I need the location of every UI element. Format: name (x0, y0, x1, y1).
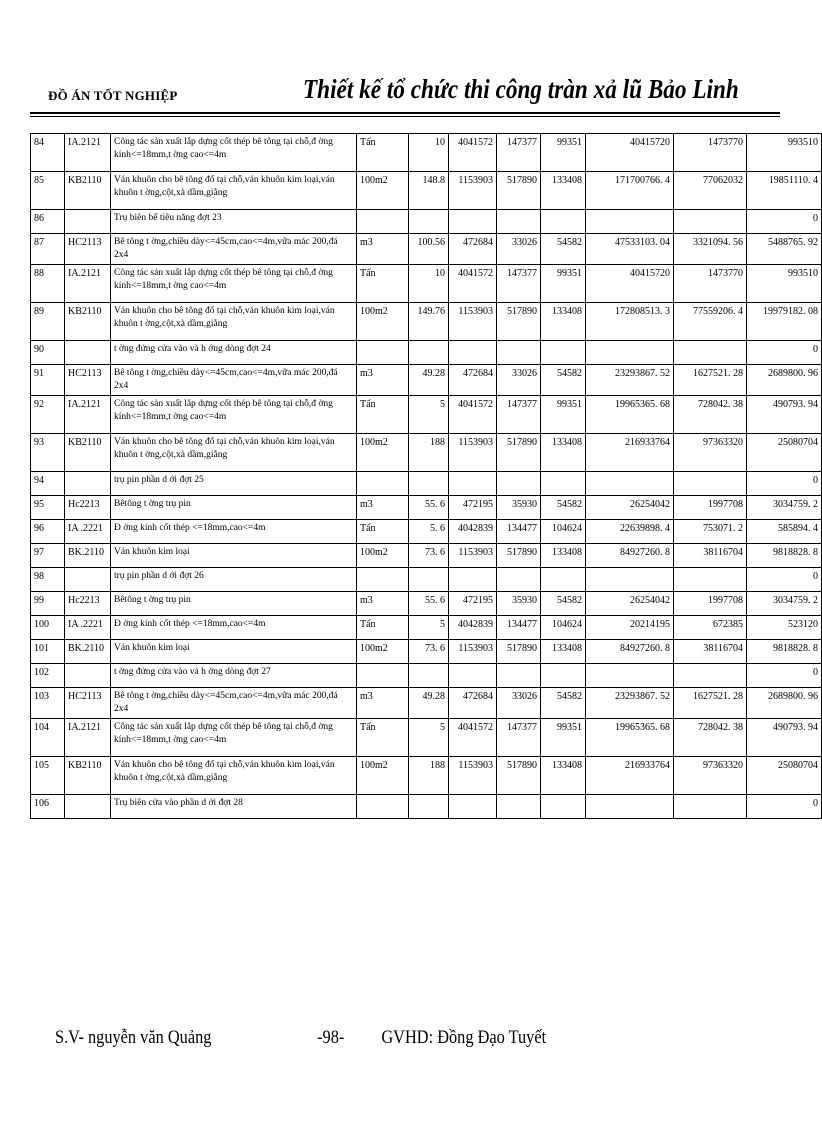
total-labor-cell (674, 795, 747, 819)
table-row (31, 396, 822, 434)
total-material-cell: 19965365. 68 (586, 719, 674, 757)
quantity-cell (409, 568, 449, 592)
total-material-cell: 171700766. 4 (586, 172, 674, 210)
work-description-cell: Công tác sản xuất lắp dựng cốt thép bê tông tại chỗ,đ ờng kính<=18mm,t ờng cao<=4m (111, 719, 357, 757)
table-row (31, 434, 822, 472)
quantity-cell (409, 341, 449, 365)
quantity-cell (409, 664, 449, 688)
header-rule-thin (30, 116, 780, 117)
unit-cell (357, 472, 409, 496)
page-footer (55, 1027, 546, 1049)
row-number-cell: 85 (31, 172, 65, 210)
total-material-cell (586, 341, 674, 365)
total-material-cell: 216933764 (586, 757, 674, 795)
total-labor-cell (674, 210, 747, 234)
total-material-cell: 172808513. 3 (586, 303, 674, 341)
unit-price-labor-cell: 147377 (497, 265, 541, 303)
work-description-cell: Ván khuôn cho bê tông đổ tại chỗ,ván khuôn kim loại,ván khuôn t ờng,cột,xà dầm,giằng (111, 434, 357, 472)
table-row (31, 795, 822, 819)
row-number-cell: 105 (31, 757, 65, 795)
work-description-cell: Công tác sản xuất lắp dựng cốt thép bê tông tại chỗ,đ ờng kính<=18mm,t ờng cao<=4m (111, 396, 357, 434)
total-labor-cell: 77062032 (674, 172, 747, 210)
table-row (31, 303, 822, 341)
unit-cell: m3 (357, 688, 409, 719)
row-number-cell: 86 (31, 210, 65, 234)
total-material-cell: 40415720 (586, 265, 674, 303)
unit-price-labor-cell: 35930 (497, 496, 541, 520)
unit-price-labor-cell: 35930 (497, 592, 541, 616)
total-machine-cell: 490793. 94 (747, 396, 822, 434)
total-machine-cell: 993510 (747, 134, 822, 172)
unit-price-labor-cell: 33026 (497, 688, 541, 719)
unit-price-machine-cell: 133408 (541, 434, 586, 472)
unit-price-machine-cell (541, 795, 586, 819)
row-number-cell: 91 (31, 365, 65, 396)
unit-price-machine-cell: 54582 (541, 592, 586, 616)
total-labor-cell: 753071. 2 (674, 520, 747, 544)
unit-price-labor-cell: 517890 (497, 172, 541, 210)
unit-price-labor-cell (497, 210, 541, 234)
total-material-cell: 23293867. 52 (586, 365, 674, 396)
unit-price-material-cell (449, 664, 497, 688)
quantity-cell: 5 (409, 616, 449, 640)
norm-code-cell (65, 341, 111, 365)
total-machine-cell: 2689800. 96 (747, 688, 822, 719)
total-material-cell (586, 472, 674, 496)
unit-price-labor-cell: 134477 (497, 616, 541, 640)
total-machine-cell: 2689800. 96 (747, 365, 822, 396)
table-row (31, 172, 822, 210)
work-description-cell: Ván khuôn kim loại (111, 640, 357, 664)
unit-price-material-cell: 1153903 (449, 757, 497, 795)
total-material-cell: 40415720 (586, 134, 674, 172)
quantity-cell: 188 (409, 757, 449, 795)
unit-price-labor-cell: 517890 (497, 640, 541, 664)
total-material-cell: 23293867. 52 (586, 688, 674, 719)
page-header (38, 72, 778, 122)
total-material-cell: 84927260. 8 (586, 544, 674, 568)
total-material-cell (586, 568, 674, 592)
unit-price-material-cell: 472195 (449, 592, 497, 616)
row-number-cell: 89 (31, 303, 65, 341)
total-labor-cell: 1627521. 28 (674, 365, 747, 396)
student-name: S.V- nguyễn văn Quảng (55, 1027, 212, 1048)
unit-price-material-cell: 472684 (449, 234, 497, 265)
total-labor-cell: 77559206. 4 (674, 303, 747, 341)
unit-price-machine-cell: 104624 (541, 616, 586, 640)
unit-price-material-cell: 472195 (449, 496, 497, 520)
total-material-cell: 47533103. 04 (586, 234, 674, 265)
total-machine-cell: 993510 (747, 265, 822, 303)
total-labor-cell: 3321094. 56 (674, 234, 747, 265)
unit-price-labor-cell (497, 795, 541, 819)
total-material-cell: 26254042 (586, 496, 674, 520)
total-labor-cell: 672385 (674, 616, 747, 640)
quantity-cell: 188 (409, 434, 449, 472)
row-number-cell: 95 (31, 496, 65, 520)
work-description-cell: Ván khuôn cho bê tông đổ tại chỗ,ván khuôn kim loại,ván khuôn t ờng,cột,xà dầm,giằng (111, 172, 357, 210)
unit-price-material-cell: 1153903 (449, 544, 497, 568)
total-machine-cell: 0 (747, 210, 822, 234)
unit-cell: 100m2 (357, 303, 409, 341)
row-number-cell: 93 (31, 434, 65, 472)
row-number-cell: 100 (31, 616, 65, 640)
table-row (31, 365, 822, 396)
total-machine-cell: 25080704 (747, 757, 822, 795)
table-row (31, 496, 822, 520)
unit-price-labor-cell: 517890 (497, 544, 541, 568)
work-description-cell: Trụ biên cửa vào phần d ới đợt 28 (111, 795, 357, 819)
unit-price-labor-cell (497, 664, 541, 688)
norm-code-cell (65, 795, 111, 819)
row-number-cell: 98 (31, 568, 65, 592)
unit-cell: Tấn (357, 719, 409, 757)
quantity-cell: 148.8 (409, 172, 449, 210)
advisor-name: GVHD: Đồng Đạo Tuyết (381, 1027, 547, 1048)
total-machine-cell: 19851110. 4 (747, 172, 822, 210)
row-number-cell: 101 (31, 640, 65, 664)
total-labor-cell: 1473770 (674, 265, 747, 303)
row-number-cell: 87 (31, 234, 65, 265)
norm-code-cell: KB2110 (65, 172, 111, 210)
unit-price-machine-cell: 104624 (541, 520, 586, 544)
work-description-cell: t ờng đứng cửa vào và h ớng dòng đợt 24 (111, 341, 357, 365)
total-labor-cell: 97363320 (674, 434, 747, 472)
unit-price-labor-cell: 33026 (497, 234, 541, 265)
norm-code-cell: IA.2121 (65, 396, 111, 434)
quantity-cell: 55. 6 (409, 496, 449, 520)
quantity-cell (409, 795, 449, 819)
work-description-cell: Ván khuôn cho bê tông đổ tại chỗ,ván khuôn kim loại,ván khuôn t ờng,cột,xà dầm,giằng (111, 757, 357, 795)
unit-price-labor-cell: 147377 (497, 719, 541, 757)
norm-code-cell: HC2113 (65, 234, 111, 265)
norm-code-cell: IA .2221 (65, 520, 111, 544)
work-description-cell: Công tác sản xuất lắp dựng cốt thép bê tông tại chỗ,đ ờng kính<=18mm,t ờng cao<=4m (111, 265, 357, 303)
table-row (31, 341, 822, 365)
norm-code-cell: IA.2121 (65, 265, 111, 303)
total-material-cell: 19965365. 68 (586, 396, 674, 434)
work-description-cell: Bê tông t ờng,chiều dày<=45cm,cao<=4m,vữa mác 200,đá 2x4 (111, 688, 357, 719)
total-labor-cell: 38116704 (674, 640, 747, 664)
work-description-cell: Bêtông t ờng trụ pin (111, 496, 357, 520)
total-material-cell: 26254042 (586, 592, 674, 616)
norm-code-cell (65, 664, 111, 688)
total-material-cell: 20214195 (586, 616, 674, 640)
total-machine-cell: 523120 (747, 616, 822, 640)
work-description-cell: Trụ biên bể tiêu năng đợt 23 (111, 210, 357, 234)
unit-price-material-cell: 4041572 (449, 265, 497, 303)
quantity-cell: 100.56 (409, 234, 449, 265)
norm-code-cell: IA.2121 (65, 719, 111, 757)
unit-price-machine-cell: 54582 (541, 496, 586, 520)
total-machine-cell: 5488765. 92 (747, 234, 822, 265)
unit-price-labor-cell (497, 472, 541, 496)
unit-cell (357, 210, 409, 234)
unit-price-machine-cell: 54582 (541, 688, 586, 719)
total-labor-cell: 1627521. 28 (674, 688, 747, 719)
row-number-cell: 103 (31, 688, 65, 719)
total-machine-cell: 0 (747, 472, 822, 496)
unit-price-material-cell (449, 568, 497, 592)
total-labor-cell: 38116704 (674, 544, 747, 568)
unit-price-labor-cell (497, 568, 541, 592)
total-labor-cell (674, 664, 747, 688)
unit-price-labor-cell: 517890 (497, 757, 541, 795)
table-row (31, 664, 822, 688)
unit-price-material-cell (449, 795, 497, 819)
unit-price-machine-cell: 133408 (541, 303, 586, 341)
row-number-cell: 102 (31, 664, 65, 688)
total-machine-cell: 585894. 4 (747, 520, 822, 544)
total-labor-cell: 1997708 (674, 592, 747, 616)
unit-cell: Tấn (357, 134, 409, 172)
norm-code-cell: HC2113 (65, 688, 111, 719)
total-machine-cell: 490793. 94 (747, 719, 822, 757)
unit-price-material-cell: 1153903 (449, 172, 497, 210)
norm-code-cell: Hc2213 (65, 592, 111, 616)
table-row (31, 757, 822, 795)
norm-code-cell: KB2110 (65, 757, 111, 795)
unit-cell: m3 (357, 365, 409, 396)
unit-price-machine-cell: 133408 (541, 172, 586, 210)
work-description-cell: Ván khuôn kim loại (111, 544, 357, 568)
norm-code-cell: HC2113 (65, 365, 111, 396)
unit-cell (357, 664, 409, 688)
table-row (31, 234, 822, 265)
unit-cell: m3 (357, 234, 409, 265)
norm-code-cell: Hc2213 (65, 496, 111, 520)
unit-price-machine-cell: 99351 (541, 719, 586, 757)
unit-price-material-cell: 1153903 (449, 640, 497, 664)
unit-price-machine-cell (541, 341, 586, 365)
unit-price-labor-cell: 33026 (497, 365, 541, 396)
unit-price-material-cell (449, 210, 497, 234)
total-material-cell (586, 210, 674, 234)
table-row (31, 719, 822, 757)
norm-code-cell (65, 568, 111, 592)
unit-price-machine-cell: 99351 (541, 265, 586, 303)
unit-cell: 100m2 (357, 757, 409, 795)
table-row (31, 265, 822, 303)
total-material-cell: 216933764 (586, 434, 674, 472)
row-number-cell: 99 (31, 592, 65, 616)
unit-price-machine-cell (541, 210, 586, 234)
total-machine-cell: 19979182. 08 (747, 303, 822, 341)
quantity-cell: 49.28 (409, 365, 449, 396)
unit-price-material-cell: 4041572 (449, 719, 497, 757)
unit-cell (357, 795, 409, 819)
unit-price-material-cell (449, 341, 497, 365)
work-description-cell: Công tác sản xuất lắp dựng cốt thép bê tông tại chỗ,đ ờng kính<=18mm,t ờng cao<=4m (111, 134, 357, 172)
table-row (31, 210, 822, 234)
total-labor-cell: 1997708 (674, 496, 747, 520)
unit-price-labor-cell: 134477 (497, 520, 541, 544)
unit-cell: 100m2 (357, 544, 409, 568)
total-machine-cell: 3034759. 2 (747, 496, 822, 520)
unit-price-machine-cell: 54582 (541, 234, 586, 265)
table-row (31, 640, 822, 664)
work-description-cell: Đ ờng kính cốt thép <=18mm,cao<=4m (111, 520, 357, 544)
quantity-cell: 5 (409, 396, 449, 434)
header-rule-thick (30, 112, 780, 114)
unit-cell: 100m2 (357, 172, 409, 210)
page-number: -98- (317, 1027, 345, 1048)
work-description-cell: t ờng đứng cửa vào và h ớng dòng đợt 27 (111, 664, 357, 688)
row-number-cell: 104 (31, 719, 65, 757)
quantity-cell: 5 (409, 719, 449, 757)
quantity-cell (409, 210, 449, 234)
total-machine-cell: 3034759. 2 (747, 592, 822, 616)
quantity-cell: 10 (409, 134, 449, 172)
unit-price-machine-cell: 133408 (541, 544, 586, 568)
unit-price-machine-cell: 54582 (541, 365, 586, 396)
unit-price-labor-cell: 147377 (497, 134, 541, 172)
unit-price-labor-cell: 517890 (497, 303, 541, 341)
total-labor-cell (674, 568, 747, 592)
norm-code-cell: KB2110 (65, 434, 111, 472)
table-row (31, 568, 822, 592)
table-row (31, 472, 822, 496)
work-description-cell: trụ pin phần d ới đợt 26 (111, 568, 357, 592)
quantity-cell: 55. 6 (409, 592, 449, 616)
unit-price-machine-cell (541, 664, 586, 688)
unit-price-machine-cell (541, 472, 586, 496)
quantity-cell: 49.28 (409, 688, 449, 719)
cost-table (30, 133, 822, 819)
header-label: ĐỒ ÁN TỐT NGHIỆP (48, 88, 178, 103)
unit-cell: Tấn (357, 265, 409, 303)
unit-price-material-cell: 1153903 (449, 303, 497, 341)
work-description-cell: trụ pin phần d ới đợt 25 (111, 472, 357, 496)
norm-code-cell: BK.2110 (65, 544, 111, 568)
norm-code-cell: IA .2221 (65, 616, 111, 640)
unit-price-machine-cell: 99351 (541, 396, 586, 434)
table-row (31, 134, 822, 172)
total-machine-cell: 0 (747, 795, 822, 819)
norm-code-cell: IA.2121 (65, 134, 111, 172)
unit-price-machine-cell: 133408 (541, 640, 586, 664)
row-number-cell: 97 (31, 544, 65, 568)
table-row (31, 688, 822, 719)
unit-cell: Tấn (357, 616, 409, 640)
work-description-cell: Bê tông t ờng,chiều dày<=45cm,cao<=4m,vữa mác 200,đá 2x4 (111, 234, 357, 265)
norm-code-cell (65, 472, 111, 496)
row-number-cell: 92 (31, 396, 65, 434)
unit-cell: 100m2 (357, 434, 409, 472)
total-labor-cell: 728042. 38 (674, 719, 747, 757)
unit-cell (357, 341, 409, 365)
row-number-cell: 88 (31, 265, 65, 303)
total-machine-cell: 25080704 (747, 434, 822, 472)
work-description-cell: Bê tông t ờng,chiều dày<=45cm,cao<=4m,vữa mác 200,đá 2x4 (111, 365, 357, 396)
total-material-cell (586, 664, 674, 688)
total-labor-cell: 728042. 38 (674, 396, 747, 434)
quantity-cell: 149.76 (409, 303, 449, 341)
total-material-cell: 84927260. 8 (586, 640, 674, 664)
unit-price-material-cell: 472684 (449, 688, 497, 719)
unit-price-labor-cell (497, 341, 541, 365)
unit-cell: Tấn (357, 520, 409, 544)
work-description-cell: Bêtông t ờng trụ pin (111, 592, 357, 616)
total-machine-cell: 9818828. 8 (747, 544, 822, 568)
total-labor-cell: 1473770 (674, 134, 747, 172)
total-material-cell (586, 795, 674, 819)
norm-code-cell (65, 210, 111, 234)
total-labor-cell (674, 472, 747, 496)
row-number-cell: 84 (31, 134, 65, 172)
total-machine-cell: 0 (747, 664, 822, 688)
total-labor-cell (674, 341, 747, 365)
total-machine-cell: 0 (747, 568, 822, 592)
unit-price-material-cell: 1153903 (449, 434, 497, 472)
work-description-cell: Ván khuôn cho bê tông đổ tại chỗ,ván khuôn kim loại,ván khuôn t ờng,cột,xà dầm,giằng (111, 303, 357, 341)
unit-cell: m3 (357, 592, 409, 616)
unit-price-material-cell: 472684 (449, 365, 497, 396)
norm-code-cell: KB2110 (65, 303, 111, 341)
work-description-cell: Đ ờng kính cốt thép <=18mm,cao<=4m (111, 616, 357, 640)
row-number-cell: 106 (31, 795, 65, 819)
table-row (31, 544, 822, 568)
unit-price-material-cell: 4042839 (449, 616, 497, 640)
quantity-cell (409, 472, 449, 496)
total-machine-cell: 9818828. 8 (747, 640, 822, 664)
row-number-cell: 94 (31, 472, 65, 496)
unit-price-labor-cell: 517890 (497, 434, 541, 472)
unit-price-machine-cell: 133408 (541, 757, 586, 795)
unit-price-material-cell: 4042839 (449, 520, 497, 544)
quantity-cell: 5. 6 (409, 520, 449, 544)
unit-cell (357, 568, 409, 592)
unit-price-machine-cell: 99351 (541, 134, 586, 172)
document-title: Thiết kế tổ chức thi công tràn xả lũ Bảo Linh (303, 74, 739, 104)
table-row (31, 520, 822, 544)
total-labor-cell: 97363320 (674, 757, 747, 795)
quantity-cell: 10 (409, 265, 449, 303)
norm-code-cell: BK.2110 (65, 640, 111, 664)
total-material-cell: 22639898. 4 (586, 520, 674, 544)
unit-price-material-cell (449, 472, 497, 496)
total-machine-cell: 0 (747, 341, 822, 365)
table-row (31, 592, 822, 616)
quantity-cell: 73. 6 (409, 544, 449, 568)
unit-price-material-cell: 4041572 (449, 396, 497, 434)
unit-cell: Tấn (357, 396, 409, 434)
unit-cell: m3 (357, 496, 409, 520)
unit-price-labor-cell: 147377 (497, 396, 541, 434)
unit-price-material-cell: 4041572 (449, 134, 497, 172)
table-row (31, 616, 822, 640)
unit-cell: 100m2 (357, 640, 409, 664)
quantity-cell: 73. 6 (409, 640, 449, 664)
unit-price-machine-cell (541, 568, 586, 592)
row-number-cell: 90 (31, 341, 65, 365)
row-number-cell: 96 (31, 520, 65, 544)
